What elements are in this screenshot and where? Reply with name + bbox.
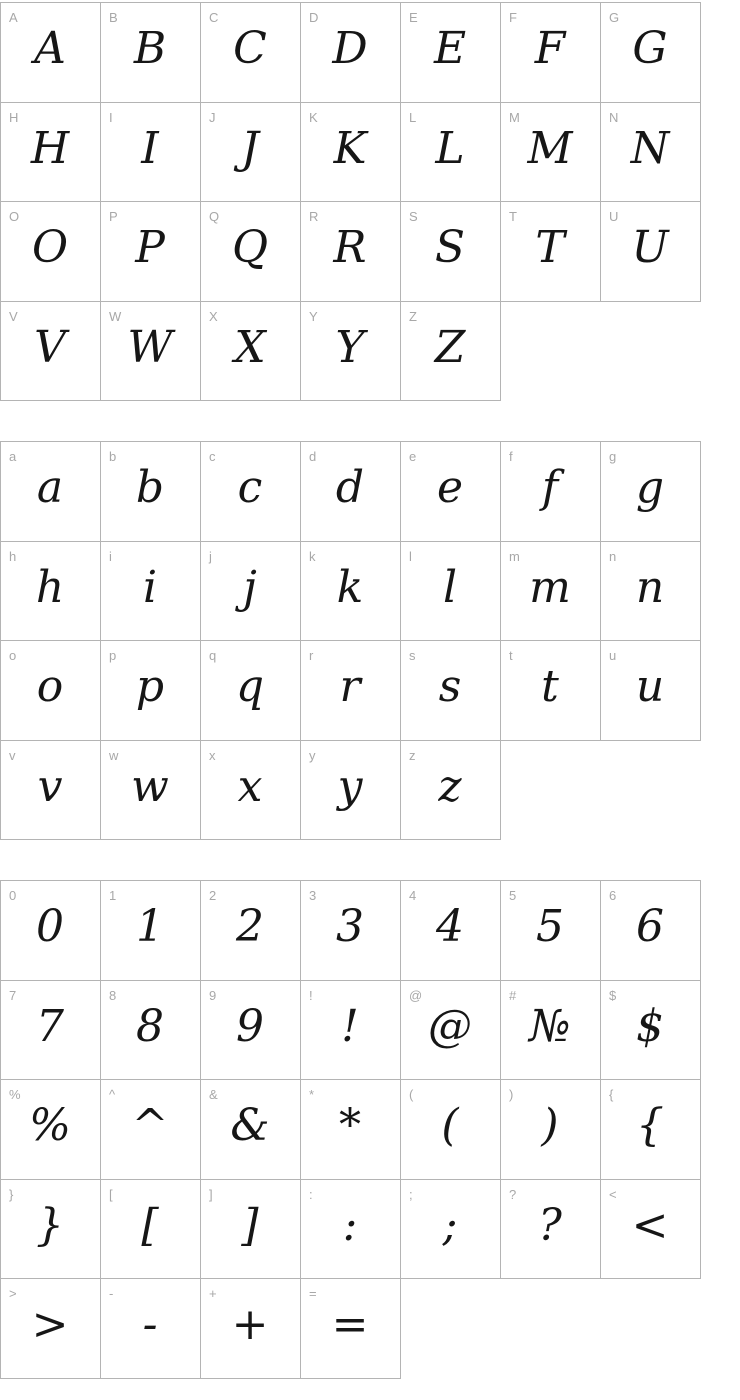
glyph-cell — [301, 1279, 401, 1379]
cell-label: f — [509, 449, 513, 464]
glyph-cell — [501, 3, 601, 103]
glyph-cell — [1, 1279, 101, 1379]
cell-label: & — [209, 1087, 218, 1102]
glyph-cell — [1, 741, 101, 841]
glyph-cell — [101, 981, 201, 1081]
cell-label: Y — [309, 308, 318, 324]
glyph-cell — [1, 103, 101, 203]
glyph-cell — [101, 302, 201, 402]
cell-label: w — [109, 747, 119, 763]
cell-glyph: t — [541, 661, 559, 712]
cell-glyph: d — [335, 462, 365, 513]
cell-label: 7 — [9, 987, 17, 1003]
cell-glyph: X — [234, 321, 266, 373]
cell-label: + — [209, 1286, 217, 1301]
cell-glyph: ! — [341, 1000, 359, 1052]
cell-glyph: - — [142, 1299, 158, 1350]
glyph-cell — [401, 302, 501, 402]
cell-label: B — [109, 10, 118, 25]
glyph-cell — [201, 1279, 301, 1379]
cell-glyph: Z — [434, 321, 466, 373]
cell-glyph: u — [635, 661, 665, 712]
cell-label: } — [9, 1186, 14, 1202]
glyph-cell — [501, 103, 601, 203]
glyph-cell — [301, 881, 401, 981]
glyph-cell — [401, 103, 501, 203]
cell-glyph: : — [342, 1199, 358, 1251]
cell-glyph: k — [336, 561, 364, 613]
cell-label: 6 — [609, 888, 617, 903]
cell-glyph: @ — [428, 1000, 472, 1052]
cell-glyph: { — [636, 1100, 664, 1151]
cell-label: m — [509, 548, 520, 564]
cell-label: r — [309, 648, 314, 663]
cell-glyph: S — [434, 222, 466, 273]
cell-glyph: n — [635, 561, 665, 613]
glyph-cell — [301, 442, 401, 542]
glyph-cell — [201, 442, 301, 542]
glyph-cell — [601, 881, 701, 981]
cell-label: A — [9, 10, 18, 25]
cell-glyph: B — [133, 23, 167, 74]
glyph-cell — [1, 3, 101, 103]
cell-glyph: ? — [538, 1199, 562, 1251]
cell-glyph: 2 — [236, 901, 264, 952]
digits-symbols-grid — [0, 880, 701, 1379]
cell-label: D — [309, 10, 319, 25]
glyph-cell — [601, 1180, 701, 1280]
cell-glyph: o — [36, 661, 64, 712]
glyph-cell — [601, 641, 701, 741]
cell-label: H — [9, 109, 19, 125]
cell-glyph: C — [233, 23, 267, 74]
cell-label: x — [209, 747, 216, 763]
cell-glyph: $ — [636, 1000, 664, 1052]
glyph-cell — [501, 981, 601, 1081]
cell-glyph: w — [131, 760, 169, 812]
cell-glyph: i — [142, 561, 158, 613]
cell-glyph: 6 — [636, 901, 664, 952]
cell-glyph: M — [527, 122, 573, 174]
glyph-cell — [401, 741, 501, 841]
glyph-cell — [601, 442, 701, 542]
glyph-cell — [301, 981, 401, 1081]
glyph-cell — [1, 442, 101, 542]
cell-glyph: c — [237, 462, 263, 513]
glyph-cell — [101, 542, 201, 642]
cell-glyph: ( — [441, 1100, 459, 1151]
cell-label: 9 — [209, 987, 217, 1003]
cell-glyph: R — [333, 222, 367, 273]
cell-label: = — [309, 1286, 317, 1301]
glyph-cell — [301, 542, 401, 642]
cell-label: g — [609, 449, 617, 464]
cell-label: o — [9, 648, 17, 663]
cell-label: b — [109, 449, 117, 464]
cell-label: 0 — [9, 888, 17, 903]
glyph-cell — [401, 981, 501, 1081]
cell-glyph: A — [34, 23, 66, 74]
cell-label: K — [309, 109, 318, 125]
glyph-cell — [501, 442, 601, 542]
cell-label: ! — [309, 987, 313, 1003]
glyph-cell — [501, 542, 601, 642]
glyph-cell — [101, 442, 201, 542]
cell-glyph: 3 — [336, 901, 364, 952]
font-character-map — [0, 2, 740, 1379]
glyph-cell — [1, 881, 101, 981]
cell-glyph: < — [631, 1199, 669, 1251]
glyph-cell — [501, 881, 601, 981]
glyph-cell — [301, 741, 401, 841]
cell-label: 2 — [209, 888, 217, 903]
cell-label: * — [309, 1087, 315, 1102]
cell-label: y — [309, 747, 316, 763]
cell-glyph: [ — [141, 1199, 159, 1251]
cell-glyph: b — [135, 462, 165, 513]
cell-label: v — [9, 747, 16, 763]
cell-glyph: x — [237, 760, 263, 812]
cell-label: R — [309, 209, 319, 224]
glyph-cell — [1, 981, 101, 1081]
cell-label: h — [9, 548, 17, 564]
cell-label: ] — [209, 1186, 213, 1202]
glyph-cell — [301, 1080, 401, 1180]
cell-glyph: I — [141, 122, 159, 174]
cell-label: : — [309, 1186, 313, 1202]
cell-label: 8 — [109, 987, 117, 1003]
cell-glyph: V — [34, 321, 66, 373]
cell-label: ; — [409, 1186, 413, 1202]
glyph-cell — [201, 103, 301, 203]
glyph-cell — [501, 202, 601, 302]
cell-label: l — [409, 548, 412, 564]
cell-glyph: v — [37, 760, 63, 812]
cell-label: a — [9, 449, 17, 464]
glyph-cell — [101, 1180, 201, 1280]
cell-label: < — [609, 1186, 617, 1202]
glyph-cell — [201, 302, 301, 402]
cell-glyph: 4 — [436, 901, 464, 952]
cell-glyph: z — [438, 760, 462, 812]
cell-label: d — [309, 449, 317, 464]
cell-label: I — [109, 109, 113, 125]
cell-label: > — [9, 1286, 17, 1301]
cell-label: i — [109, 548, 112, 564]
cell-label: 1 — [109, 888, 117, 903]
glyph-cell — [1, 1080, 101, 1180]
cell-label: c — [209, 449, 216, 464]
cell-label: n — [609, 548, 617, 564]
cell-label: Q — [209, 209, 220, 224]
cell-label: p — [109, 648, 117, 663]
glyph-cell — [101, 741, 201, 841]
cell-glyph: 5 — [536, 901, 564, 952]
glyph-cell — [201, 542, 301, 642]
cell-label: k — [309, 548, 316, 564]
cell-glyph: ) — [541, 1100, 559, 1151]
cell-label: j — [209, 548, 212, 564]
cell-label: G — [609, 10, 620, 25]
glyph-cell — [1, 1180, 101, 1280]
cell-label: % — [9, 1087, 21, 1102]
glyph-cell — [201, 881, 301, 981]
glyph-cell — [501, 1180, 601, 1280]
cell-label: N — [609, 109, 619, 125]
cell-glyph: U — [631, 222, 669, 273]
glyph-cell — [601, 981, 701, 1081]
cell-glyph: 0 — [36, 901, 64, 952]
cell-glyph: ] — [241, 1199, 259, 1251]
cell-label: E — [409, 10, 418, 25]
cell-glyph: h — [35, 561, 65, 613]
glyph-cell — [201, 1080, 301, 1180]
cell-label: U — [609, 209, 619, 224]
glyph-cell — [401, 641, 501, 741]
cell-glyph: > — [31, 1299, 69, 1350]
glyph-cell — [401, 1180, 501, 1280]
cell-label: - — [109, 1286, 114, 1301]
cell-glyph: = — [331, 1299, 369, 1350]
cell-glyph: * — [339, 1100, 361, 1151]
cell-glyph: 7 — [36, 1000, 64, 1052]
cell-glyph: j — [243, 561, 257, 613]
cell-label: ^ — [109, 1087, 116, 1102]
cell-glyph: T — [535, 222, 565, 273]
cell-glyph: s — [438, 661, 462, 712]
glyph-cell — [301, 302, 401, 402]
cell-label: e — [409, 449, 417, 464]
glyph-cell — [301, 3, 401, 103]
cell-glyph: + — [231, 1299, 269, 1350]
cell-label: [ — [109, 1186, 113, 1202]
cell-glyph: N — [630, 122, 670, 174]
cell-label: u — [609, 648, 617, 663]
cell-glyph: J — [241, 122, 259, 174]
glyph-cell — [1, 202, 101, 302]
cell-label: 3 — [309, 888, 317, 903]
cell-label: M — [509, 109, 520, 125]
cell-glyph: D — [332, 23, 368, 74]
cell-label: ( — [409, 1087, 414, 1102]
glyph-cell — [201, 741, 301, 841]
cell-glyph: 8 — [136, 1000, 164, 1052]
glyph-cell — [101, 1080, 201, 1180]
cell-label: s — [409, 648, 416, 663]
cell-label: z — [409, 747, 416, 763]
cell-label: F — [509, 10, 517, 25]
cell-label: X — [209, 308, 218, 324]
cell-label: L — [409, 109, 417, 125]
cell-glyph: ^ — [131, 1100, 169, 1151]
cell-glyph: & — [230, 1100, 270, 1151]
cell-label: $ — [609, 987, 617, 1003]
cell-label: C — [209, 10, 219, 25]
glyph-cell — [201, 202, 301, 302]
cell-label: J — [209, 109, 216, 125]
cell-glyph: e — [436, 462, 464, 513]
glyph-cell — [601, 103, 701, 203]
glyph-cell — [401, 3, 501, 103]
cell-glyph: K — [333, 122, 367, 174]
cell-glyph: g — [635, 462, 665, 513]
cell-glyph: Q — [231, 222, 269, 273]
cell-label: 4 — [409, 888, 417, 903]
cell-glyph: W — [127, 321, 173, 373]
cell-label: W — [109, 308, 122, 324]
glyph-cell — [301, 1180, 401, 1280]
glyph-cell — [101, 641, 201, 741]
cell-label: V — [9, 308, 18, 324]
cell-glyph: ; — [442, 1199, 458, 1251]
cell-glyph: r — [339, 661, 361, 712]
cell-glyph: Y — [335, 321, 365, 373]
cell-glyph: y — [337, 760, 363, 812]
cell-label: { — [609, 1087, 614, 1102]
glyph-cell — [201, 3, 301, 103]
cell-glyph: l — [442, 561, 458, 613]
glyph-cell — [301, 641, 401, 741]
cell-label: t — [509, 648, 513, 663]
cell-glyph: № — [529, 1000, 571, 1052]
cell-label: Z — [409, 308, 417, 324]
cell-label: @ — [409, 987, 423, 1003]
glyph-cell — [1, 542, 101, 642]
cell-glyph: 1 — [136, 901, 164, 952]
glyph-cell — [101, 202, 201, 302]
glyph-cell — [101, 881, 201, 981]
cell-glyph: m — [529, 561, 571, 613]
cell-glyph: G — [632, 23, 668, 74]
glyph-cell — [601, 3, 701, 103]
glyph-cell — [101, 1279, 201, 1379]
cell-label: O — [9, 209, 20, 224]
cell-glyph: p — [135, 661, 165, 712]
glyph-cell — [401, 881, 501, 981]
cell-label: ) — [509, 1087, 514, 1102]
cell-label: P — [109, 209, 118, 224]
glyph-cell — [401, 202, 501, 302]
glyph-cell — [501, 1080, 601, 1180]
cell-glyph: E — [433, 23, 467, 74]
glyph-cell — [201, 981, 301, 1081]
cell-glyph: % — [29, 1100, 71, 1151]
cell-glyph: P — [135, 222, 165, 273]
glyph-cell — [601, 1080, 701, 1180]
cell-label: S — [409, 209, 418, 224]
glyph-cell — [501, 641, 601, 741]
glyph-cell — [1, 641, 101, 741]
glyph-cell — [601, 202, 701, 302]
cell-glyph: L — [435, 122, 465, 174]
cell-label: # — [509, 987, 517, 1003]
cell-glyph: f — [541, 462, 559, 513]
cell-glyph: 9 — [236, 1000, 264, 1052]
glyph-cell — [401, 542, 501, 642]
glyph-cell — [101, 3, 201, 103]
cell-label: q — [209, 648, 217, 663]
uppercase-grid — [0, 2, 701, 401]
glyph-cell — [601, 542, 701, 642]
cell-glyph: F — [534, 23, 566, 74]
cell-label: 5 — [509, 888, 517, 903]
glyph-cell — [201, 641, 301, 741]
glyph-cell — [401, 442, 501, 542]
cell-glyph: q — [235, 661, 265, 712]
lowercase-grid — [0, 441, 701, 840]
glyph-cell — [101, 103, 201, 203]
glyph-cell — [201, 1180, 301, 1280]
glyph-cell — [401, 1080, 501, 1180]
cell-glyph: } — [36, 1199, 64, 1251]
glyph-cell — [301, 103, 401, 203]
cell-label: ? — [509, 1186, 517, 1202]
cell-glyph: O — [31, 222, 69, 273]
cell-glyph: a — [36, 462, 64, 513]
cell-label: T — [509, 209, 517, 224]
cell-glyph: H — [30, 122, 70, 174]
glyph-cell — [301, 202, 401, 302]
glyph-cell — [1, 302, 101, 402]
